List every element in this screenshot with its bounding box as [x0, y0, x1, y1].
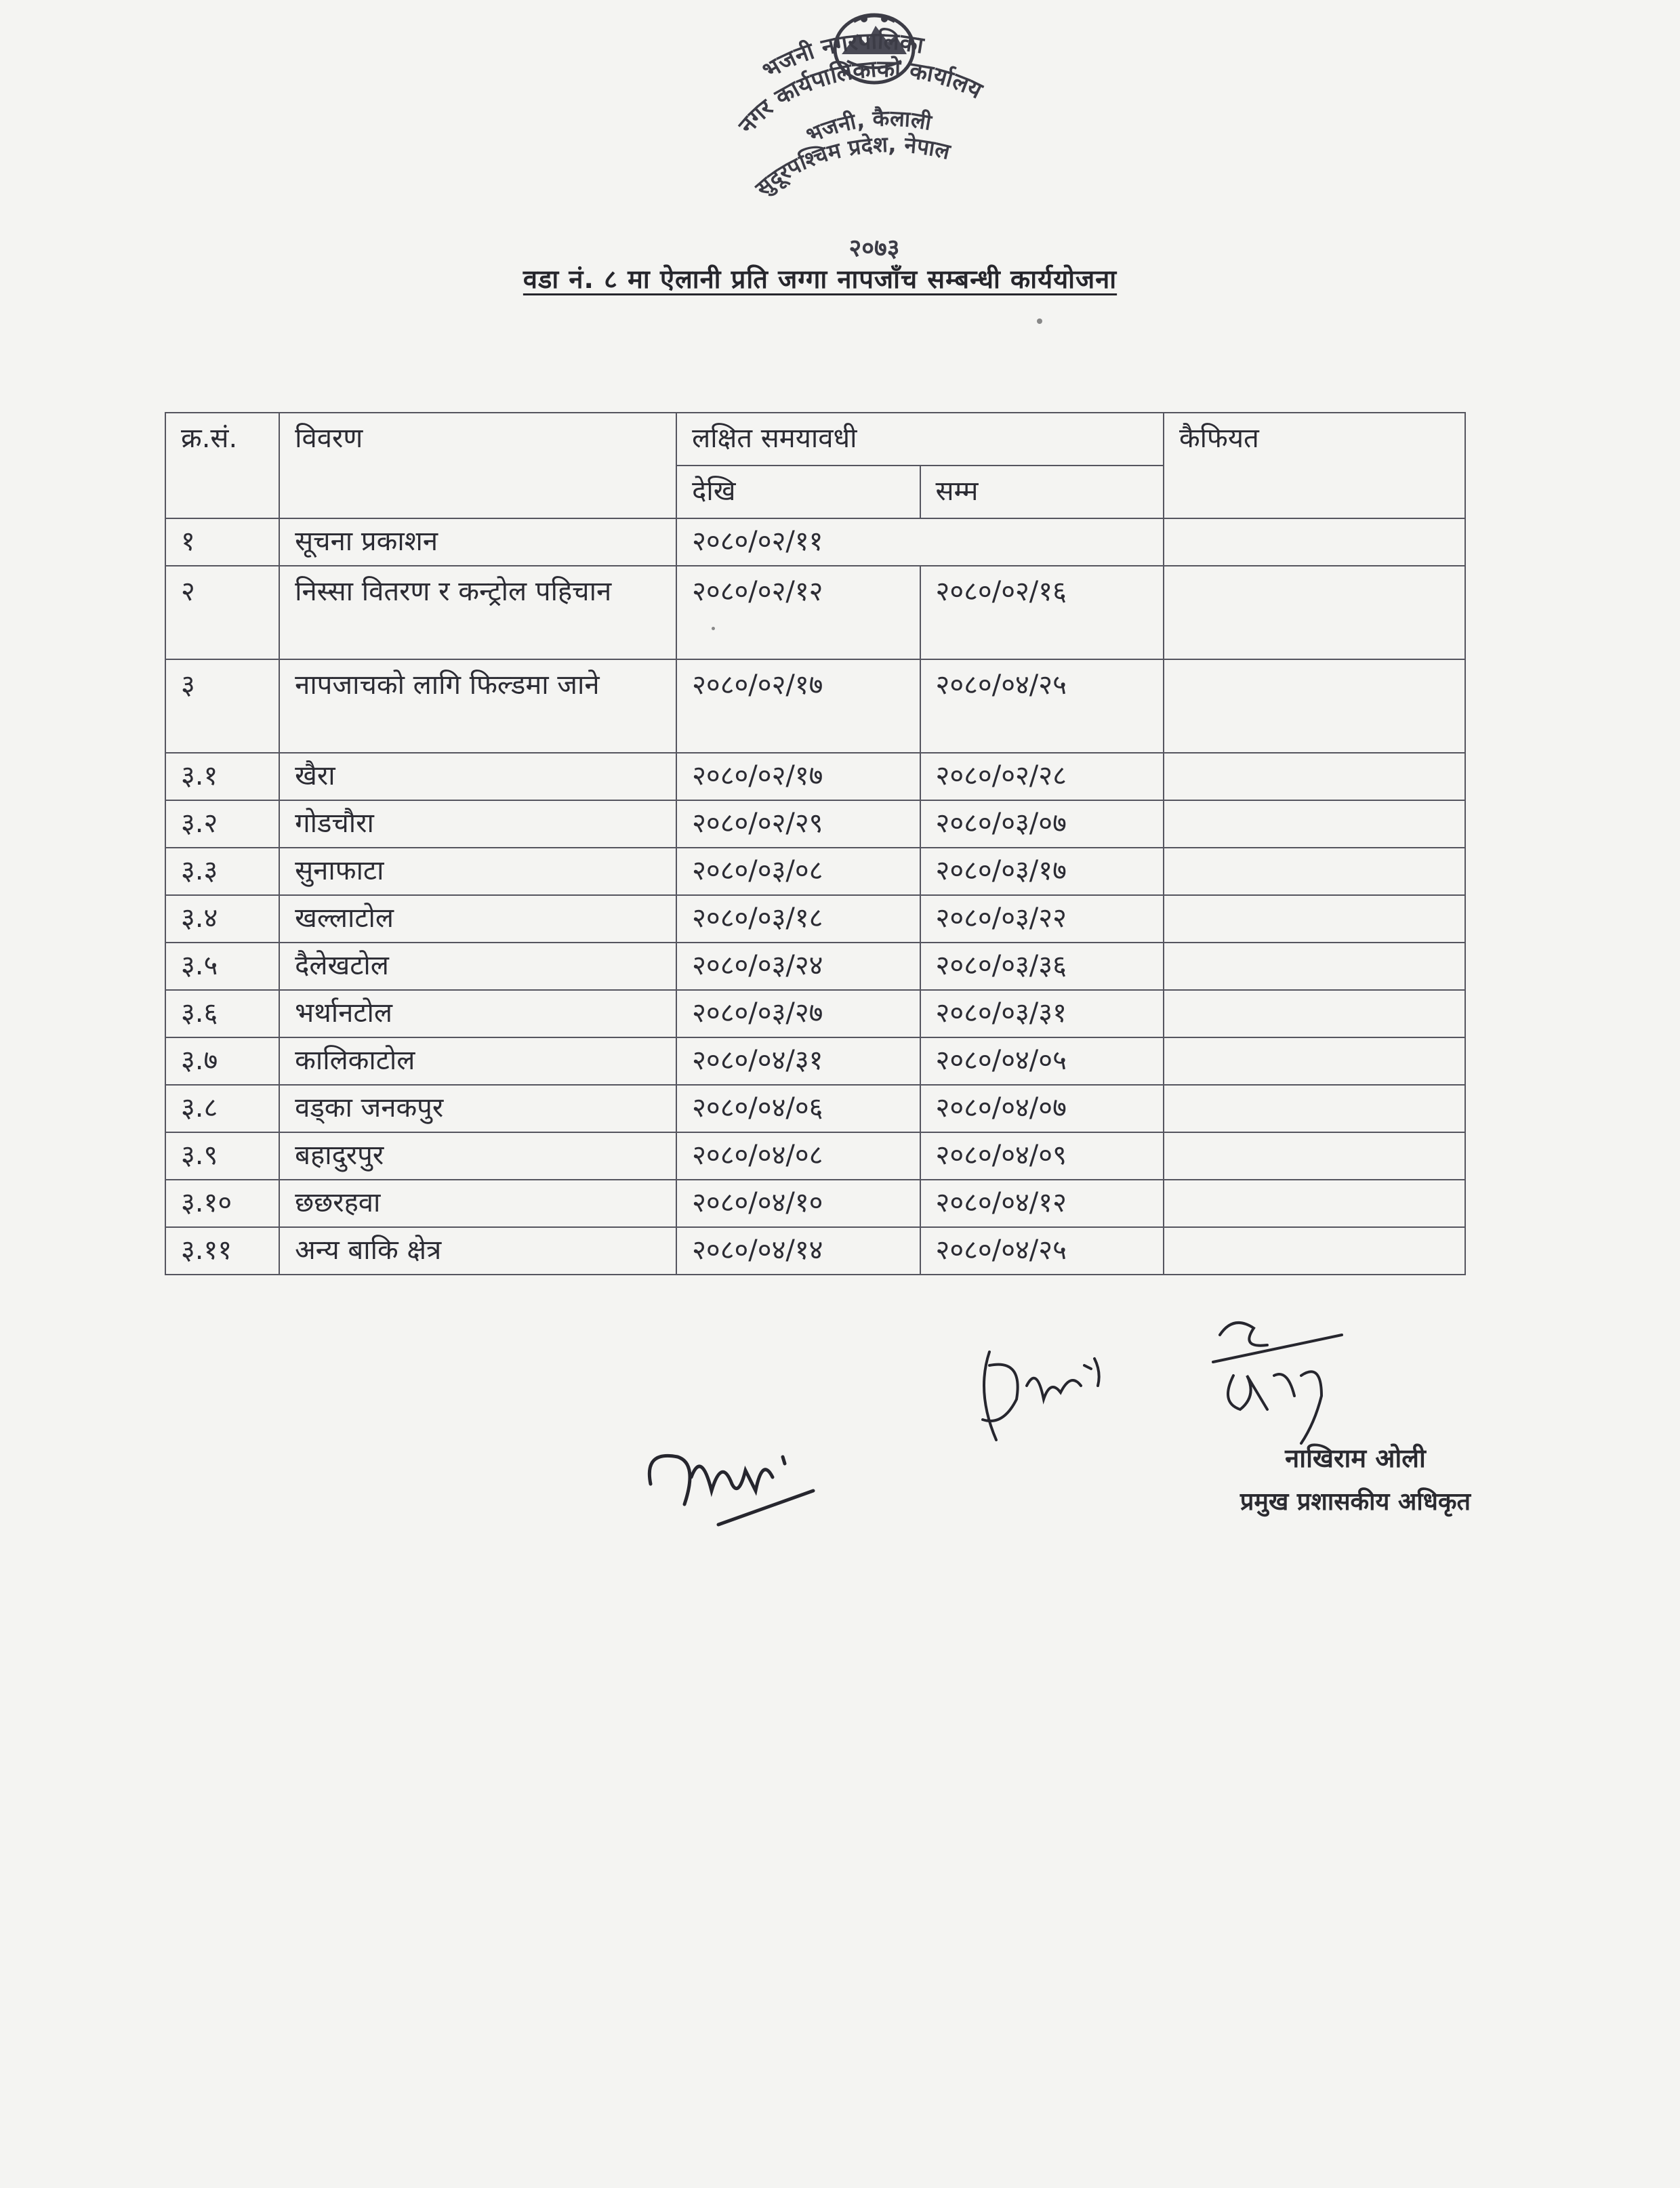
cell-sn: १	[165, 518, 279, 566]
cell-description: सुनाफाटा	[279, 848, 676, 895]
header-to: सम्म	[920, 466, 1164, 518]
cell-sn: ३.११	[165, 1227, 279, 1275]
seal-year: २०७३	[848, 234, 900, 262]
cell-description: दैलेखटोल	[279, 943, 676, 990]
cell-description: कालिकाटोल	[279, 1037, 676, 1085]
action-plan-table	[165, 412, 1466, 1275]
cell-to: २०८०/०२/१६	[920, 566, 1164, 659]
table-row	[165, 990, 1465, 1037]
header-remarks: कैफियत	[1164, 413, 1465, 518]
cell-remarks	[1164, 943, 1465, 990]
cell-to: २०८०/०३/३६	[920, 943, 1164, 990]
seal-line2: नगर कार्यपालिकाको कार्यालय	[733, 55, 987, 139]
table-row	[165, 1227, 1465, 1275]
cell-from: २०८०/०४/०६	[676, 1085, 920, 1132]
cell-remarks	[1164, 566, 1465, 659]
table-row	[165, 1085, 1465, 1132]
cell-sn: ३.४	[165, 895, 279, 943]
cell-remarks	[1164, 990, 1465, 1037]
cell-sn: ३.९	[165, 1132, 279, 1180]
cell-sn: ३	[165, 659, 279, 753]
table-row	[165, 566, 1465, 659]
cell-from: २०८०/०३/२७	[676, 990, 920, 1037]
header-description: विवरण	[279, 413, 676, 518]
table-row	[165, 1037, 1465, 1085]
cell-description: खैरा	[279, 753, 676, 800]
signature-3	[1193, 1308, 1369, 1457]
cell-remarks	[1164, 1180, 1465, 1227]
table-row	[165, 1180, 1465, 1227]
cell-description: वड्का जनकपुर	[279, 1085, 676, 1132]
signature-2	[962, 1338, 1118, 1460]
cell-to: २०८०/०४/१२	[920, 1180, 1164, 1227]
cell-from: २०८०/०३/२४	[676, 943, 920, 990]
cell-from: २०८०/०२/१७	[676, 659, 920, 753]
seal-line4: सुदूरपश्चिम प्रदेश, नेपाल	[750, 131, 953, 201]
cell-remarks	[1164, 895, 1465, 943]
cell-to: २०८०/०३/२२	[920, 895, 1164, 943]
cell-sn: ३.७	[165, 1037, 279, 1085]
scan-speck	[1037, 318, 1042, 324]
table-row	[165, 659, 1465, 753]
cell-from: २०८०/०२/१२	[676, 566, 920, 659]
table-row	[165, 800, 1465, 848]
cell-to: २०८०/०३/१७	[920, 848, 1164, 895]
cell-from: २०८०/०४/१४	[676, 1227, 920, 1275]
cell-to: २०८०/०४/०९	[920, 1132, 1164, 1180]
table-row	[165, 1132, 1465, 1180]
table-row	[165, 753, 1465, 800]
table-row	[165, 943, 1465, 990]
table-row	[165, 895, 1465, 943]
cell-from: २०८०/०३/०८	[676, 848, 920, 895]
cell-from: २०८०/०४/१०	[676, 1180, 920, 1227]
cell-description: अन्य बाकि क्षेत्र	[279, 1227, 676, 1275]
cell-remarks	[1164, 1227, 1465, 1275]
cell-to: २०८०/०३/०७	[920, 800, 1164, 848]
office-seal	[718, 7, 1030, 264]
cell-description: सूचना प्रकाशन	[279, 518, 676, 566]
cell-remarks	[1164, 1085, 1465, 1132]
cell-remarks	[1164, 659, 1465, 753]
cell-description: खल्लाटोल	[279, 895, 676, 943]
table-row	[165, 848, 1465, 895]
cell-from: २०८०/०२/१७	[676, 753, 920, 800]
cell-to: २०८०/०४/२५	[920, 659, 1164, 753]
signature-1	[637, 1409, 820, 1545]
cell-to: २०८०/०४/०७	[920, 1085, 1164, 1132]
header-period: लक्षित समयावधी	[676, 413, 1164, 466]
cell-to	[920, 518, 1164, 566]
signatory-designation: प्रमुख प्रशासकीय अधिकृत	[1239, 1488, 1471, 1516]
header-from: देखि	[676, 466, 920, 518]
cell-remarks	[1164, 848, 1465, 895]
seal-line1: भजनी नगरपालिका	[758, 27, 926, 85]
cell-description: नापजाचको लागि फिल्डमा जाने	[279, 659, 676, 753]
cell-remarks	[1164, 1037, 1465, 1085]
cell-sn: ३.२	[165, 800, 279, 848]
cell-from: २०८०/०४/३१	[676, 1037, 920, 1085]
cell-remarks	[1164, 1132, 1465, 1180]
cell-from: २०८०/०२/२९	[676, 800, 920, 848]
svg-text:सुदूरपश्चिम प्रदेश, नेपाल	[750, 131, 953, 203]
cell-from: २०८०/०४/०८	[676, 1132, 920, 1180]
cell-sn: २	[165, 566, 279, 659]
cell-description: छछरहवा	[279, 1180, 676, 1227]
cell-description: भर्थानटोल	[279, 990, 676, 1037]
header-sn: क्र.सं.	[165, 413, 279, 518]
cell-to: २०८०/०३/३१	[920, 990, 1164, 1037]
signatory-name: नाखिराम ओली	[1285, 1443, 1426, 1473]
seal-text	[718, 7, 1030, 264]
cell-remarks	[1164, 800, 1465, 848]
cell-description: निस्सा वितरण र कन्ट्रोल पहिचान	[279, 566, 676, 659]
cell-remarks	[1164, 753, 1465, 800]
cell-sn: ३.६	[165, 990, 279, 1037]
cell-description: गोडचौरा	[279, 800, 676, 848]
cell-remarks	[1164, 518, 1465, 566]
cell-sn: ३.५	[165, 943, 279, 990]
cell-description: बहादुरपुर	[279, 1132, 676, 1180]
cell-from: २०८०/०२/११	[676, 518, 920, 566]
cell-to: २०८०/०४/०५	[920, 1037, 1164, 1085]
cell-sn: ३.८	[165, 1085, 279, 1132]
cell-from: २०८०/०३/१८	[676, 895, 920, 943]
table-row	[165, 518, 1465, 566]
scan-speck	[712, 627, 715, 630]
document-title: वडा नं. ८ मा ऐलानी प्रति जग्गा नापजाँच सम्बन्धी कार्ययोजना	[523, 264, 1118, 294]
cell-sn: ३.१०	[165, 1180, 279, 1227]
cell-to: २०८०/०२/२८	[920, 753, 1164, 800]
seal-line3: भजनी, कैलाली	[802, 105, 934, 148]
cell-sn: ३.१	[165, 753, 279, 800]
cell-to: २०८०/०४/२५	[920, 1227, 1164, 1275]
cell-sn: ३.३	[165, 848, 279, 895]
